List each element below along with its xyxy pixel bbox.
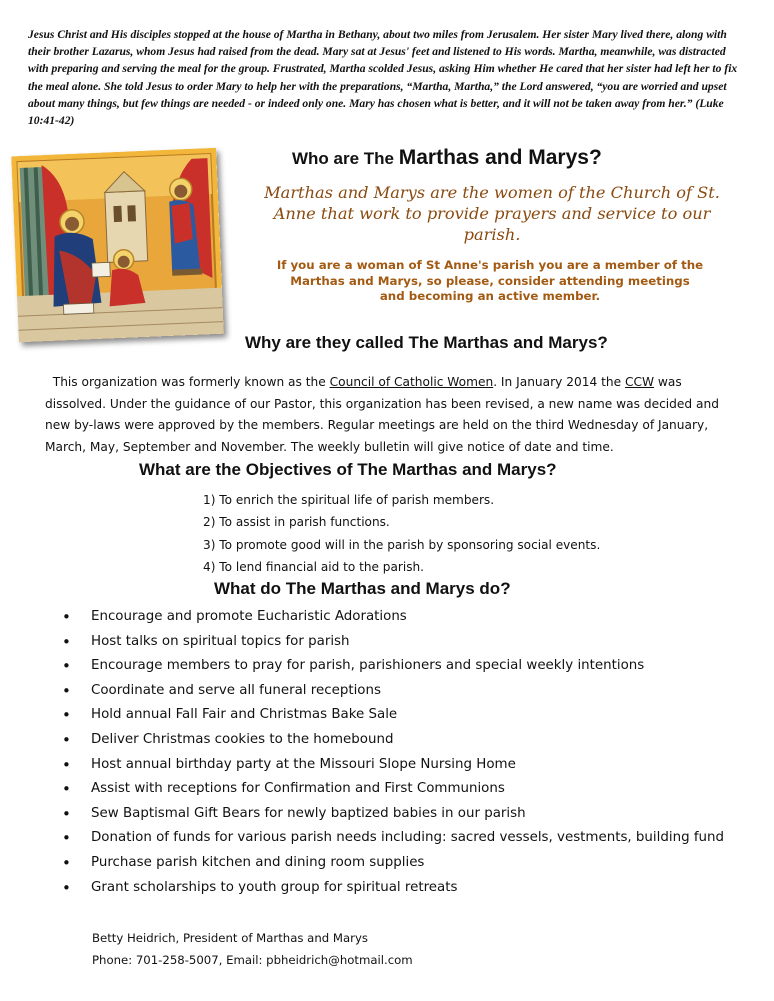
activity-text: Host annual birthday party at the Missouri Slope Nursing Home bbox=[91, 756, 516, 772]
activity-item bbox=[62, 802, 724, 827]
objective-item bbox=[203, 489, 600, 511]
objective-item bbox=[203, 511, 600, 533]
history-paragraph bbox=[45, 372, 735, 458]
objective-number: 2) bbox=[203, 515, 216, 530]
objective-item bbox=[203, 534, 600, 556]
activity-item bbox=[62, 703, 724, 728]
activity-item bbox=[62, 728, 724, 753]
contact-footer bbox=[92, 927, 413, 971]
history-text-2: . In January 2014 the bbox=[493, 375, 625, 389]
intro-passage: Jesus Christ and His disciples stopped at the house of Martha in Bethany, about two miles from Jerusalem. Her sister Mary lived there, along with their brother Lazarus, whom Jesus had raised from the dead. Mary sat at Jesus' feet and listened to His words. Martha, meanwhile, was distracted with preparing and serving the meal for the group. Frustrated, Martha scolded Jesus, asking Him whether He cared that her sister had left her to fix the meal alone. She told Jesus to order Mary to help her with the preparations, “Martha, Martha,” the Lord answered, “you are worried and upset about many things, but few things are needed - or indeed only one. Mary has chosen what is better, and it will not be taken away from her.” (Luke 10:41-42) bbox=[28, 28, 738, 128]
activity-text: Hold annual Fall Fair and Christmas Bake Sale bbox=[91, 707, 398, 723]
activity-item bbox=[62, 605, 724, 630]
bullet-icon: • bbox=[62, 804, 71, 823]
activity-item bbox=[62, 851, 724, 876]
objective-text: To assist in parish functions. bbox=[219, 515, 390, 530]
who-heading-prefix: Who are The bbox=[292, 149, 399, 168]
bullet-icon: • bbox=[62, 730, 71, 749]
objectives-heading: What are the Objectives of The Marthas and Marys? bbox=[139, 460, 557, 479]
activities-list bbox=[62, 605, 724, 900]
objective-text: To promote good will in the parish by sponsoring social events. bbox=[219, 537, 601, 552]
activity-text: Purchase parish kitchen and dining room supplies bbox=[91, 854, 425, 870]
activity-text: Coordinate and serve all funeral receptions bbox=[91, 682, 381, 698]
history-text-3: was dissolved. Under the guidance of our Pastor, this organization has been revised, a new name was decided and new by-laws were approved by the members. Regular meetings are held on the third Wednesday of January, March, May, September and November. The weekly bulletin will give notice of date and time. bbox=[45, 375, 719, 454]
why-heading: Why are they called The Marthas and Marys? bbox=[245, 333, 608, 352]
mission-statement: Marthas and Marys are the women of the Church of St. Anne that work to provide prayers and service to our parish. bbox=[264, 183, 720, 244]
bullet-icon: • bbox=[62, 608, 71, 626]
objective-text: To enrich the spiritual life of parish members. bbox=[219, 493, 495, 507]
president-line: Betty Heidrich, President of Marthas and Marys bbox=[92, 931, 368, 945]
objectives-list bbox=[203, 489, 600, 579]
history-text-1: This organization was formerly known as the bbox=[52, 375, 330, 389]
bullet-icon: • bbox=[62, 878, 71, 897]
activity-item bbox=[62, 777, 724, 802]
objective-number: 3) bbox=[203, 537, 216, 552]
activity-item bbox=[62, 753, 724, 778]
activity-item bbox=[62, 679, 724, 704]
contact-line: Phone: 701-258-5007, Email: pbheidrich@hotmail.com bbox=[92, 953, 413, 967]
activity-text: Grant scholarships to youth group for spiritual retreats bbox=[91, 879, 458, 895]
activity-text: Encourage and promote Eucharistic Adorations bbox=[91, 609, 407, 624]
bullet-icon: • bbox=[62, 657, 71, 676]
bullet-icon: • bbox=[62, 632, 71, 651]
objective-text: To lend financial aid to the parish. bbox=[219, 560, 425, 575]
activity-text: Sew Baptismal Gift Bears for newly baptized babies in our parish bbox=[91, 805, 526, 821]
activity-item bbox=[62, 876, 724, 901]
who-heading-main: Marthas and Marys? bbox=[398, 146, 602, 169]
activity-text: Deliver Christmas cookies to the homebound bbox=[91, 731, 394, 747]
ccw-full-name: Council of Catholic Women bbox=[329, 375, 494, 389]
bullet-icon: • bbox=[62, 780, 71, 799]
activity-item bbox=[62, 654, 724, 679]
who-heading bbox=[292, 146, 602, 170]
ccw-abbreviation: CCW bbox=[624, 375, 655, 389]
activity-text: Donation of funds for various parish needs including: sacred vessels, vestments, building fund bbox=[91, 830, 725, 846]
bullet-icon: • bbox=[62, 755, 71, 774]
activity-text: Encourage members to pray for parish, parishioners and special weekly intentions bbox=[91, 658, 645, 674]
membership-invitation: If you are a woman of St Anne's parish you are a member of the Marthas and Marys, so please, consider attending meetings and becoming an active member. bbox=[276, 258, 704, 303]
bullet-icon: • bbox=[62, 681, 71, 700]
activity-text: Assist with receptions for Confirmation and First Communions bbox=[91, 781, 505, 797]
activities-heading: What do The Marthas and Marys do? bbox=[214, 579, 511, 598]
bullet-icon: • bbox=[62, 829, 71, 848]
activity-item bbox=[62, 630, 724, 655]
objective-number: 4) bbox=[203, 560, 216, 575]
activity-item bbox=[62, 826, 724, 851]
objective-item bbox=[203, 556, 600, 578]
bullet-icon: • bbox=[62, 853, 71, 872]
icon-jesus-martha-mary bbox=[11, 148, 224, 342]
objective-number: 1) bbox=[203, 493, 216, 507]
bullet-icon: • bbox=[62, 706, 71, 725]
activity-text: Host talks on spiritual topics for parish bbox=[91, 633, 350, 649]
